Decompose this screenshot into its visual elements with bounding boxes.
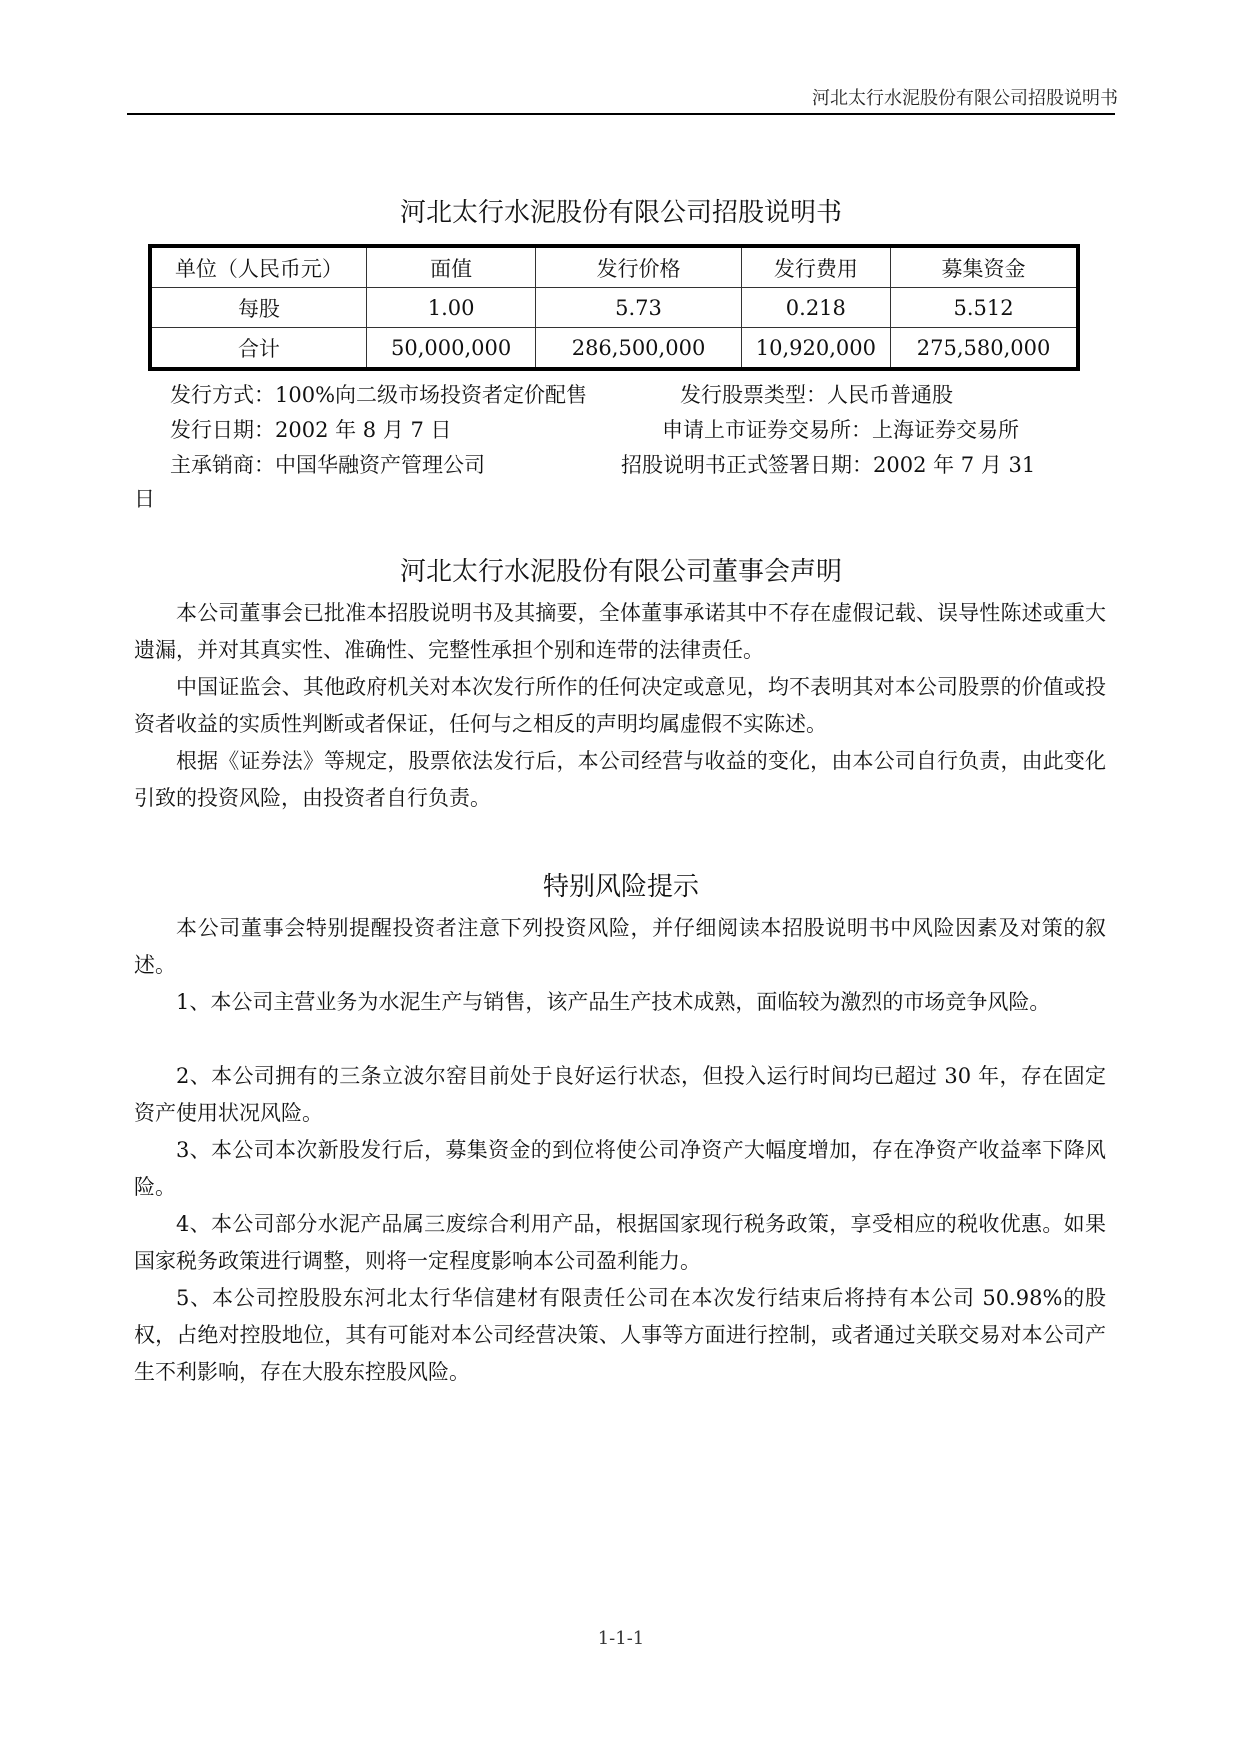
risk-item-end: 。 — [302, 1101, 323, 1125]
running-header: 河北太行水泥股份有限公司招股说明书 — [812, 88, 1118, 109]
risk-item-text: 2、本公司拥有的三条立波尔窑目前处于良好运行状态，但投入运行时间均已超过 30 年，存在 — [176, 1064, 1064, 1088]
risk-highlight: 净资产收益率下降 — [914, 1138, 1086, 1162]
table-header-cell: 单位（人民币元） — [150, 246, 366, 288]
risk-item-end: 。 — [449, 1360, 470, 1384]
risk-item-text: 5、本公司控股股东河北太行华信建材有限责任公司在本次发行结束后将持有本公司 50.98%的股权，占绝对控股地位，其有可能对本公司经营决策、人事等方面进行控制，或者通过关联交易对本公司产生不利影响，存在 — [134, 1286, 1106, 1384]
board-statement-title: 河北太行水泥股份有限公司董事会声明 — [399, 557, 842, 587]
table-cell: 275,580,000 — [891, 328, 1078, 370]
board-paragraph: 本公司董事会已批准本招股说明书及其摘要，全体董事承诺其中不存在虚假记载、误导性陈述或重大遗漏，并对其真实性、准确性、完整性承担个别和连带的法律责任。 — [134, 601, 1106, 662]
risk-highlight: 固定资产使用状况风险 — [134, 1064, 1107, 1125]
table-cell: 5.73 — [536, 288, 741, 328]
table-cell: 合计 — [150, 328, 366, 370]
table-header-cell: 募集资金 — [891, 246, 1078, 288]
document-title: 河北太行水泥股份有限公司招股说明书 — [399, 198, 842, 228]
risk-item-text: 3、本公司本次新股发行后，募集资金的到位将使公司净资产大幅度增加，存在 — [176, 1138, 915, 1162]
table-cell: 0.218 — [741, 288, 890, 328]
listing-exchange: 申请上市证券交易所：上海证券交易所 — [662, 418, 1019, 442]
table-cell: 5.512 — [891, 288, 1078, 328]
lead-underwriter: 主承销商：中国华融资产管理公司 — [170, 453, 485, 477]
sign-date-continued: 日 — [134, 487, 155, 511]
risk-item — [134, 1206, 1106, 1280]
risk-item — [134, 1058, 1106, 1132]
risk-item-text: 1、本公司主营业务为水泥生产与销售，该产品生产技术成熟，面临较为激烈的 — [176, 990, 904, 1014]
table-cell: 1.00 — [366, 288, 536, 328]
risk-item — [134, 1280, 1106, 1391]
page-number: 1-1-1 — [597, 1628, 645, 1649]
table-cell: 286,500,000 — [536, 328, 741, 370]
risk-item-end: 。 — [1029, 990, 1051, 1014]
risk-item — [134, 984, 1106, 1021]
issue-info-row — [170, 379, 1106, 415]
issue-date: 发行日期：2002 年 8 月 7 日 — [170, 418, 452, 442]
risk-highlight: 大股东控股风险 — [302, 1360, 449, 1384]
table-cell: 10,920,000 — [741, 328, 890, 370]
table-row — [150, 328, 1078, 370]
issue-info-row — [170, 449, 1106, 485]
stock-type: 发行股票类型：人民币普通股 — [680, 383, 953, 407]
risk-intro: 本公司董事会特别提醒投资者注意下列投资风险，并仔细阅读本招股说明书中风险因素及对策的叙述。 — [134, 916, 1106, 977]
offer-table — [148, 244, 1080, 371]
board-paragraph: 根据《证券法》等规定，股票依法发行后，本公司经营与收益的变化，由本公司自行负责，由此变化引致的投资风险，由投资者自行负责。 — [134, 749, 1106, 810]
risk-item-end: 风险。 — [134, 1138, 1107, 1199]
table-header-row — [150, 246, 1078, 288]
sign-date: 招股说明书正式签署日期：2002 年 7 月 31 — [621, 453, 1036, 477]
issue-info-row — [170, 414, 1106, 450]
table-header-cell: 发行费用 — [741, 246, 890, 288]
header-rule — [127, 113, 1115, 115]
table-header-cell: 发行价格 — [536, 246, 741, 288]
table-row — [150, 288, 1078, 328]
risk-item — [134, 1132, 1106, 1206]
table-cell: 每股 — [150, 288, 366, 328]
table-header-cell: 面值 — [366, 246, 536, 288]
board-paragraph: 中国证监会、其他政府机关对本次发行所作的任何决定或意见，均不表明其对本公司股票的价值或投资者收益的实质性判断或者保证，任何与之相反的声明均属虚假不实陈述。 — [134, 675, 1106, 736]
risk-highlight: 市场竞争风险 — [903, 990, 1030, 1014]
risk-item-text: 4、本公司部分水泥产品属三废综合利用产品，根据国家现行税务政策，享受相应的税收优惠。如果国家税务政策进行调整，则将一定程度影响本公司盈利能力。 — [134, 1212, 1106, 1273]
table-cell: 50,000,000 — [366, 328, 536, 370]
risk-notice-title: 特别风险提示 — [542, 872, 699, 902]
issue-method: 发行方式：100%向二级市场投资者定价配售 — [170, 383, 588, 407]
